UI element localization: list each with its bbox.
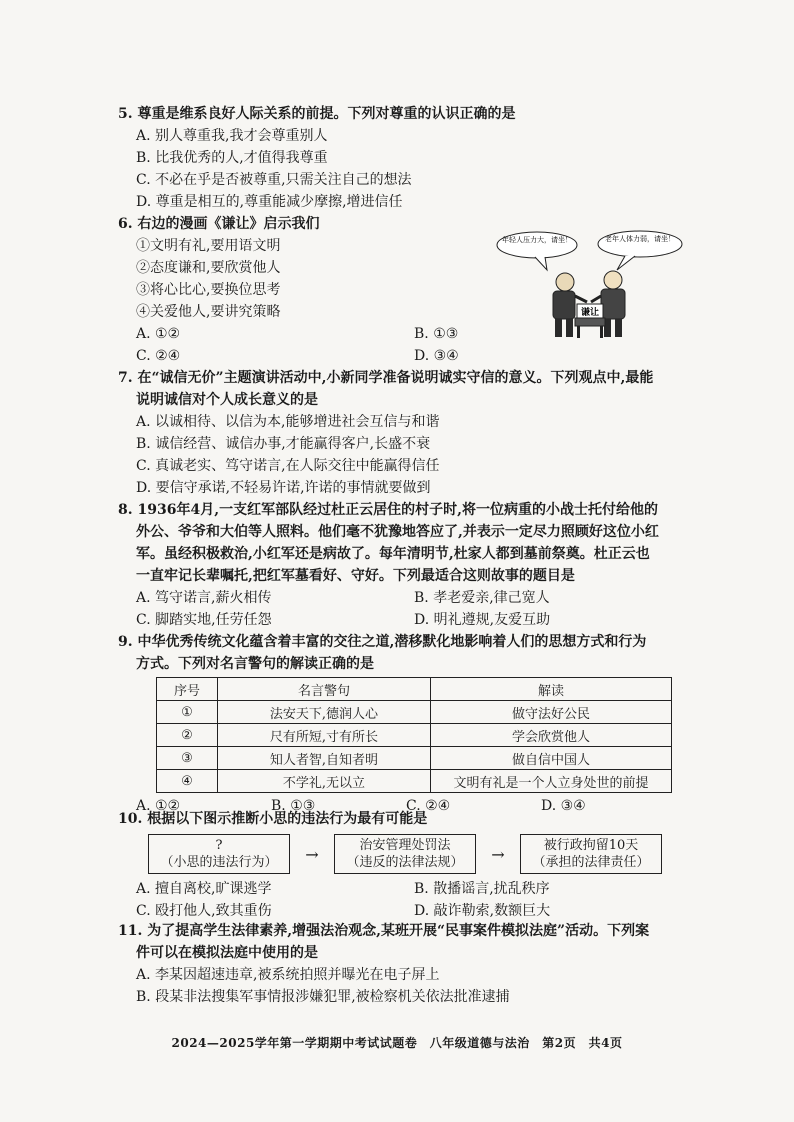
question-stem-line-1: 7. 在“诚信无价”主题演讲活动中,小新同学准备说明诚实守信的意义。下列观点中,最能 bbox=[118, 370, 654, 386]
option-d: D. ③④ bbox=[414, 348, 459, 364]
row-interpretation: 做守法好公民 bbox=[431, 701, 672, 724]
option-b: B. ①③ bbox=[271, 798, 316, 814]
option-a: A. 李某因超速违章,被系统拍照并曝光在电子屏上 bbox=[136, 967, 440, 983]
question-stem-line-2: 外公、爷爷和大伯等人照料。他们毫不犹豫地答应了,并表示一定尽力照顾好这位小红 bbox=[136, 524, 659, 540]
header-quote: 名言警句 bbox=[218, 678, 431, 701]
option-a: A. ①② bbox=[136, 326, 181, 342]
question-stem-line-1: 9. 中华优秀传统文化蕴含着丰富的交往之道,潜移默化地影响着人们的思想方式和行为 bbox=[118, 634, 647, 650]
question-stem-line-1: 8. 1936年4月,一支红军部队经过杜正云居住的村子时,将一位病重的小战士托付给他的 bbox=[118, 502, 658, 518]
seat-label: 谦让 bbox=[580, 308, 600, 318]
table-row bbox=[157, 724, 672, 747]
quotes-table bbox=[156, 677, 672, 793]
statement-4: ④关爱他人,要讲究策略 bbox=[136, 304, 281, 320]
flow-box-bottom: （承担的法律责任） bbox=[532, 855, 650, 870]
question-9 bbox=[118, 631, 678, 817]
option-b: B. 比我优秀的人,才值得我尊重 bbox=[136, 150, 328, 166]
flow-arrow: → bbox=[491, 844, 505, 864]
question-stem-line-2: 说明诚信对个人成长意义的是 bbox=[136, 392, 318, 408]
statement-2: ②态度谦和,要欣赏他人 bbox=[136, 260, 281, 276]
option-c: C. 脚踏实地,任劳任怨 bbox=[136, 612, 272, 628]
statement-1: ①文明有礼,要用语文明 bbox=[136, 238, 281, 254]
cartoon-humility bbox=[495, 230, 685, 342]
question-stem: 6. 右边的漫画《谦让》启示我们 bbox=[118, 216, 320, 232]
option-d: D. 敲诈勒索,数额巨大 bbox=[414, 903, 551, 919]
row-quote: 知人者智,自知者明 bbox=[218, 747, 431, 770]
header-interpretation: 解读 bbox=[431, 678, 672, 701]
flow-box-bottom: （违反的法律法规） bbox=[346, 855, 464, 870]
legal-flow-diagram bbox=[148, 834, 678, 874]
option-a: A. 以诚相待、以信为本,能够增进社会互信与和谐 bbox=[136, 414, 440, 430]
option-c: C. ②④ bbox=[136, 348, 181, 364]
question-5 bbox=[118, 103, 678, 213]
flow-box-top: ? bbox=[215, 838, 223, 853]
flow-box-liability bbox=[520, 834, 662, 874]
option-a: A. ①② bbox=[136, 798, 181, 814]
option-b: B. 散播谣言,扰乱秩序 bbox=[414, 881, 550, 897]
option-c: C. 殴打他人,致其重伤 bbox=[136, 903, 272, 919]
option-b: B. ①③ bbox=[414, 326, 459, 342]
header-number: 序号 bbox=[157, 678, 218, 701]
flow-box-top: 治安管理处罚法 bbox=[359, 838, 451, 853]
option-d: D. ③④ bbox=[541, 798, 586, 814]
row-quote: 尺有所短,寸有所长 bbox=[218, 724, 431, 747]
flow-box-violation bbox=[148, 834, 290, 874]
row-interpretation: 学会欣赏他人 bbox=[431, 724, 672, 747]
row-number: ① bbox=[157, 701, 218, 724]
question-stem: 5. 尊重是维系良好人际关系的前提。下列对尊重的认识正确的是 bbox=[118, 106, 516, 122]
row-interpretation: 做自信中国人 bbox=[431, 747, 672, 770]
question-stem-line-4: 一直牢记长辈嘱托,把红军墓看好、守好。下列最适合这则故事的题目是 bbox=[136, 568, 575, 584]
flow-box-top: 被行政拘留10天 bbox=[543, 838, 639, 853]
flow-box-law bbox=[334, 834, 476, 874]
question-stem-line-2: 方式。下列对名言警句的解读正确的是 bbox=[136, 656, 374, 672]
option-d: D. 尊重是相互的,尊重能减少摩擦,增进信任 bbox=[136, 194, 403, 210]
option-c: C. 真诚老实、笃守诺言,在人际交往中能赢得信任 bbox=[136, 458, 440, 474]
flow-box-bottom: （小思的违法行为） bbox=[160, 855, 278, 870]
option-a: A. 擅自离校,旷课逃学 bbox=[136, 881, 272, 897]
page-footer: 2024—2025学年第一学期期中考试试题卷 八年级道德与法治 第2页 共4页 bbox=[171, 1036, 623, 1050]
question-10 bbox=[118, 808, 678, 922]
option-d: D. 明礼遵规,友爱互助 bbox=[414, 612, 551, 628]
question-11 bbox=[118, 920, 678, 1008]
option-a: A. 笃守诺言,薪火相传 bbox=[136, 590, 272, 606]
question-7 bbox=[118, 367, 678, 499]
row-quote: 法安天下,德润人心 bbox=[218, 701, 431, 724]
flow-arrow: → bbox=[305, 844, 319, 864]
option-d: D. 要信守承诺,不轻易许诺,许诺的事情就要做到 bbox=[136, 480, 431, 496]
bubble-left-text: 年轻人压力大，请坐！ bbox=[502, 236, 572, 244]
question-stem-line-3: 军。虽经积极救治,小红军还是病故了。每年清明节,杜家人都到墓前祭奠。杜正云也 bbox=[136, 546, 650, 562]
option-c: C. ②④ bbox=[406, 798, 451, 814]
question-stem: 10. 根据以下图示推断小思的违法行为最有可能是 bbox=[118, 811, 428, 827]
question-stem-line-2: 件可以在模拟法庭中使用的是 bbox=[136, 945, 318, 961]
question-stem-line-1: 11. 为了提高学生法律素养,增强法治观念,某班开展“民事案件模拟法庭”活动。下列案 bbox=[118, 923, 650, 939]
question-8 bbox=[118, 499, 678, 631]
statement-3: ③将心比心,要换位思考 bbox=[136, 282, 281, 298]
row-number: ② bbox=[157, 724, 218, 747]
row-number: ④ bbox=[157, 770, 218, 793]
option-c: C. 不必在乎是否被尊重,只需关注自己的想法 bbox=[136, 172, 412, 188]
row-quote: 不学礼,无以立 bbox=[218, 770, 431, 793]
row-interpretation: 文明有礼是一个人立身处世的前提 bbox=[431, 770, 672, 793]
bubble-right-text: 老年人体力弱，请坐！ bbox=[605, 235, 675, 243]
option-b: B. 段某非法搜集军事情报涉嫌犯罪,被检察机关依法批准逮捕 bbox=[136, 989, 510, 1005]
option-b: B. 孝老爱亲,律己宽人 bbox=[414, 590, 550, 606]
table-row bbox=[157, 747, 672, 770]
table-row bbox=[157, 701, 672, 724]
option-a: A. 别人尊重我,我才会尊重别人 bbox=[136, 128, 328, 144]
row-number: ③ bbox=[157, 747, 218, 770]
option-b: B. 诚信经营、诚信办事,才能赢得客户,长盛不衰 bbox=[136, 436, 431, 452]
table-row bbox=[157, 770, 672, 793]
table-header-row bbox=[157, 678, 672, 701]
